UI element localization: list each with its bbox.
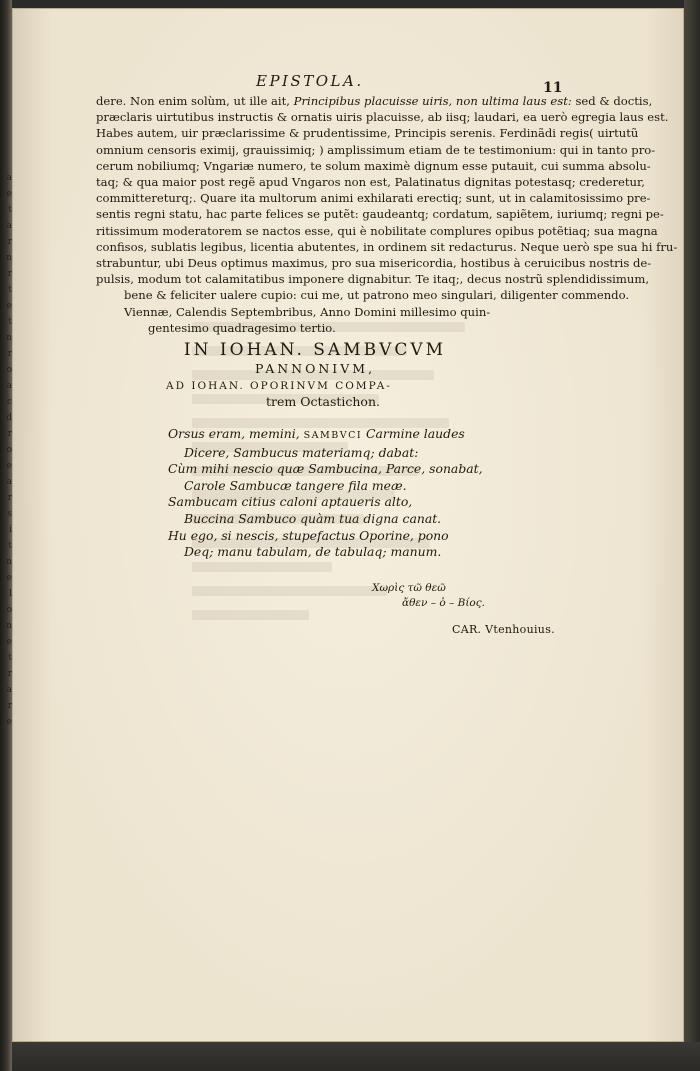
text-line-main: præclaris uirtutibus instructis & ornatis uiris placuisse, ab iisq; laudari, ea uerò egregia laus est.: [96, 110, 669, 125]
prev-page-fragment: c: [6, 397, 12, 407]
greek-motto: [372, 581, 552, 611]
text-line: [96, 142, 656, 158]
text-line: [96, 271, 650, 287]
text-line: [96, 190, 651, 206]
text-line-main: pulsis, modum tot calamitatibus imponere dignabitur. Te itaq;, decus nostrũ splendidissimum,: [96, 272, 650, 287]
text-line: [96, 206, 664, 222]
verse-text: Hu ego, si nescis, stupefactus Oporine, pono: [168, 527, 449, 543]
prev-page-fragment: e: [6, 301, 12, 311]
prev-page-fragment: d: [6, 413, 12, 423]
text-line-main: bene & feliciter ualere cupio: cui me, ut patrono meo singulari, diligenter commendo.: [124, 288, 630, 303]
verse-text: Deq; manu tabulam, de tabulaq; manum.: [184, 544, 442, 560]
poem-heading-line-2: PANNONIVM,: [254, 361, 376, 376]
epistola-body: [96, 93, 678, 336]
poem-heading: [150, 340, 480, 409]
prev-page-fragment: r: [7, 269, 12, 279]
previous-page-edge: [0, 170, 12, 730]
prev-page-fragment: o: [6, 445, 12, 455]
text-line: [96, 255, 652, 271]
prev-page-fragment: t: [8, 317, 12, 327]
prev-page-fragment: r: [7, 493, 12, 503]
verse-small-caps: SAMBVCI: [303, 430, 363, 441]
quotation-italic: Principibus placuisse uiris, non ultima laus est:: [293, 94, 572, 108]
prev-page-fragment: t: [8, 205, 12, 215]
prev-page-fragment: t: [8, 285, 12, 295]
prev-page-fragment: r: [7, 349, 12, 359]
poem-verse: [168, 461, 548, 478]
verse-text: Dicere, Sambucus materiamq; dabat:: [184, 444, 419, 460]
text-line-main: cerum nobiliumq; Vngariæ numero, te solum maximè dignum esse putauit, cui summa absolu-: [96, 158, 651, 173]
text-line-main: taq; & qua maior post regẽ apud Vngaros non est, Palatinatus dignitas potestasq; crederetur,: [96, 175, 645, 190]
scan-background-bottom: [12, 1042, 700, 1071]
text-line-rest: sed & doctis,: [575, 94, 653, 108]
text-line: [96, 239, 678, 255]
text-line-main: Habes autem, uir præclarissime & prudentissime, Principis serenis. Ferdinãdi regis( uirtutũ: [96, 126, 639, 141]
verse-text: Cùm mihi nescio quæ Sambucina, Parce, sonabat,: [168, 461, 483, 477]
text-line: [96, 223, 658, 239]
text-line-main: Viennæ, Calendis Septembribus, Anno Domini millesimo quin-: [124, 304, 491, 319]
text-line-main: sentis regni statu, hac parte felices se putẽt: gaudeantq; cordatum, sapiẽtem, iuriumq; regni pe-: [96, 207, 664, 222]
prev-page-fragment: e: [6, 717, 12, 727]
prev-page-fragment: a: [6, 221, 12, 231]
prev-page-fragment: a: [6, 173, 12, 183]
text-line: [96, 287, 630, 303]
running-head: EPISTOLA.: [256, 72, 364, 90]
text-line: [96, 174, 645, 190]
text-line-main: strabuntur, ubi Deus optimus maximus, pro sua misericordia, hostibus à ceruicibus nostris de-: [96, 256, 652, 271]
scan-background-right: [684, 0, 700, 1071]
verse-text: Buccina Sambuco quàm tua digna canat.: [184, 510, 442, 526]
text-line: [96, 125, 639, 141]
verse-text: Sambucam citius caloni aptaueris alto,: [168, 494, 413, 510]
prev-page-fragment: e: [6, 637, 12, 647]
poem-heading-line-4: trem Octastichon.: [266, 394, 380, 409]
prev-page-fragment: e: [6, 189, 12, 199]
poem-verse: [168, 511, 548, 528]
verse-text: Carole Sambucæ tangere fila meæ.: [184, 477, 407, 493]
poem-heading-line-1: IN IOHAN. SAMBVCVM: [183, 340, 447, 360]
verse-text: Orsus eram, memini,: [168, 426, 300, 441]
prev-page-fragment: s: [7, 509, 12, 519]
prev-page-fragment: e: [6, 573, 12, 583]
prev-page-fragment: a: [6, 685, 12, 695]
verse-text-end: Carmine laudes: [366, 426, 465, 441]
poem-heading-line-3: AD IOHAN. OPORINVM COMPA-: [166, 380, 392, 392]
octastichon-poem: [168, 426, 548, 561]
prev-page-fragment: n: [6, 333, 12, 343]
poem-verse: [168, 494, 548, 511]
prev-page-fragment: n: [6, 253, 12, 263]
text-line: [96, 158, 651, 174]
prev-page-fragment: r: [7, 701, 12, 711]
text-line: [96, 320, 566, 336]
prev-page-fragment: e: [6, 461, 12, 471]
prev-page-fragment: r: [7, 429, 12, 439]
poem-verse: [168, 528, 548, 545]
prev-page-fragment: o: [6, 605, 12, 615]
prev-page-fragment: a: [6, 477, 12, 487]
prev-page-fragment: t: [8, 653, 12, 663]
text-line: [96, 93, 653, 109]
text-line: [96, 304, 566, 320]
text-line: [96, 109, 669, 125]
text-line-main: ritissimum moderatorem se nactos esse, qui è nobilitate complures opibus potẽtiaq; sua magna: [96, 223, 658, 238]
prev-page-fragment: t: [8, 541, 12, 551]
text-line-main: confisos, sublatis legibus, licentia abutentes, in ordinem sit redacturus. Neque uerò spe sua hi fru-: [96, 239, 678, 254]
author-signature: CAR. Vtenhouius.: [452, 623, 555, 636]
greek-motto-line-2: ἄθεν – ὁ – Βίος.: [402, 597, 485, 609]
poem-verse: [168, 478, 548, 495]
poem-verse: [168, 426, 548, 445]
text-line-main: omnium censoris eximij, grauissimiq; ) amplissimum etiam de te testimonium: qui in tanto pro-: [96, 142, 656, 157]
prev-page-fragment: r: [7, 669, 12, 679]
page-number: 11: [543, 80, 563, 96]
greek-motto-line-1: Χωρὶς τῶ θεῶ: [372, 582, 446, 594]
prev-page-fragment: a: [6, 381, 12, 391]
prev-page-fragment: n: [6, 557, 12, 567]
text-line-main: gentesimo quadragesimo tertio.: [148, 320, 336, 335]
prev-page-fragment: r: [7, 237, 12, 247]
text-line-main: committereturq;. Quare ita multorum animi exhilarati erectiq; sunt, ut in calamitosissimo pre-: [96, 191, 651, 206]
prev-page-fragment: l: [9, 589, 12, 599]
prev-page-fragment: o: [6, 365, 12, 375]
poem-verse: [168, 544, 548, 561]
text-line-main: dere. Non enim solùm, ut ille ait,: [96, 94, 290, 108]
poem-verse: [168, 445, 548, 462]
prev-page-fragment: n: [6, 621, 12, 631]
prev-page-fragment: i: [9, 525, 12, 535]
